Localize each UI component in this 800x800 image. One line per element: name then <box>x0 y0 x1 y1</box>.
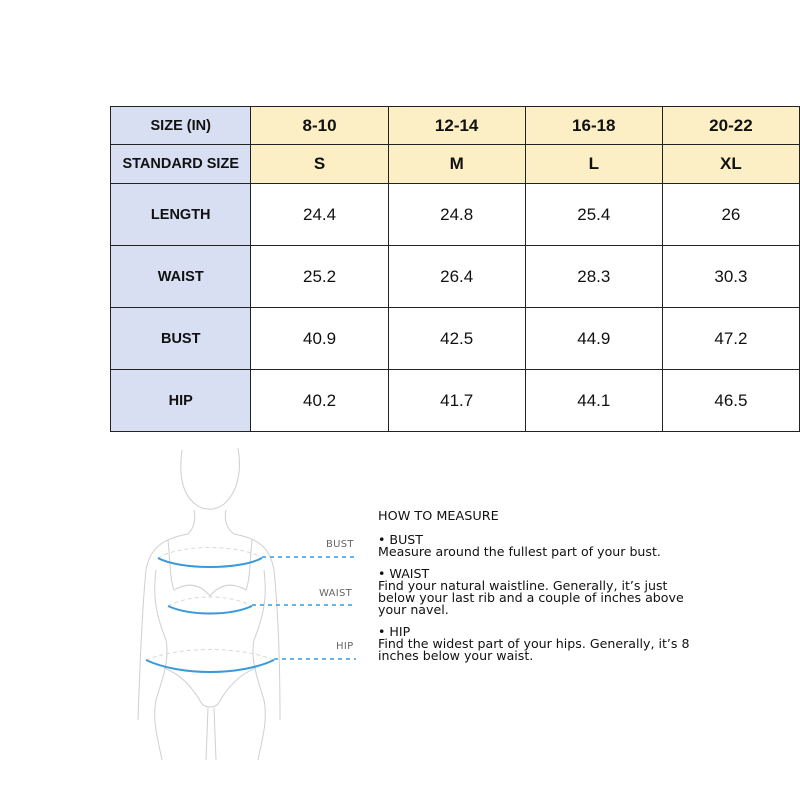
bust-line <box>158 558 262 567</box>
instruction-text: Measure around the fullest part of your bust. <box>378 544 661 559</box>
waist-instruction <box>378 568 708 616</box>
instruction-text: Find the widest part of your hips. Generally, it’s 8 inches below your waist. <box>378 636 690 663</box>
measurement-cell: 40.2 <box>251 370 388 432</box>
standard-size-cell: XL <box>662 145 799 184</box>
instruction-heading: • BUST <box>378 532 423 547</box>
measurement-cell: 42.5 <box>388 308 525 370</box>
size-in-label: SIZE (IN) <box>111 107 251 145</box>
body-measurement-figure <box>130 440 370 770</box>
hip-row <box>111 370 800 432</box>
standard-size-label: STANDARD SIZE <box>111 145 251 184</box>
measurement-cell: 24.4 <box>251 184 388 246</box>
measurement-cell: 40.9 <box>251 308 388 370</box>
row-label: LENGTH <box>111 184 251 246</box>
bust-row <box>111 308 800 370</box>
row-label: HIP <box>111 370 251 432</box>
measurement-cell: 26 <box>662 184 799 246</box>
size-range-cell: 8-10 <box>251 107 388 145</box>
hip-instruction <box>378 626 708 662</box>
measurement-cell: 25.4 <box>525 184 662 246</box>
size-range-cell: 16-18 <box>525 107 662 145</box>
length-row <box>111 184 800 246</box>
measurement-cell: 44.1 <box>525 370 662 432</box>
measurement-cell: 26.4 <box>388 246 525 308</box>
how-to-measure-title: HOW TO MEASURE <box>378 509 499 524</box>
how-to-measure-section <box>378 511 708 672</box>
instruction-text: Find your natural waistline. Generally, it’s just below your last rib and a couple of inches above your navel. <box>378 578 684 617</box>
standard-size-cell: M <box>388 145 525 184</box>
measurement-cell: 24.8 <box>388 184 525 246</box>
body-outline-icon <box>130 440 370 770</box>
waist-row <box>111 246 800 308</box>
row-label: BUST <box>111 308 251 370</box>
measurement-cell: 47.2 <box>662 308 799 370</box>
bust-instruction <box>378 534 708 558</box>
row-label: WAIST <box>111 246 251 308</box>
measurement-cell: 44.9 <box>525 308 662 370</box>
measurement-cell: 25.2 <box>251 246 388 308</box>
standard-size-cell: L <box>525 145 662 184</box>
hip-line <box>146 660 274 672</box>
bust-label: BUST <box>326 539 354 550</box>
standard-size-row <box>111 145 800 184</box>
measurement-cell: 41.7 <box>388 370 525 432</box>
size-range-row <box>111 107 800 145</box>
waist-line <box>168 606 252 614</box>
size-chart-table <box>110 106 800 432</box>
instruction-heading: • HIP <box>378 624 411 639</box>
size-range-cell: 12-14 <box>388 107 525 145</box>
measurement-cell: 28.3 <box>525 246 662 308</box>
waist-label: WAIST <box>319 588 353 599</box>
size-range-cell: 20-22 <box>662 107 799 145</box>
standard-size-cell: S <box>251 145 388 184</box>
hip-label: HIP <box>336 641 354 652</box>
measurement-cell: 46.5 <box>662 370 799 432</box>
measurement-cell: 30.3 <box>662 246 799 308</box>
instruction-heading: • WAIST <box>378 566 430 581</box>
